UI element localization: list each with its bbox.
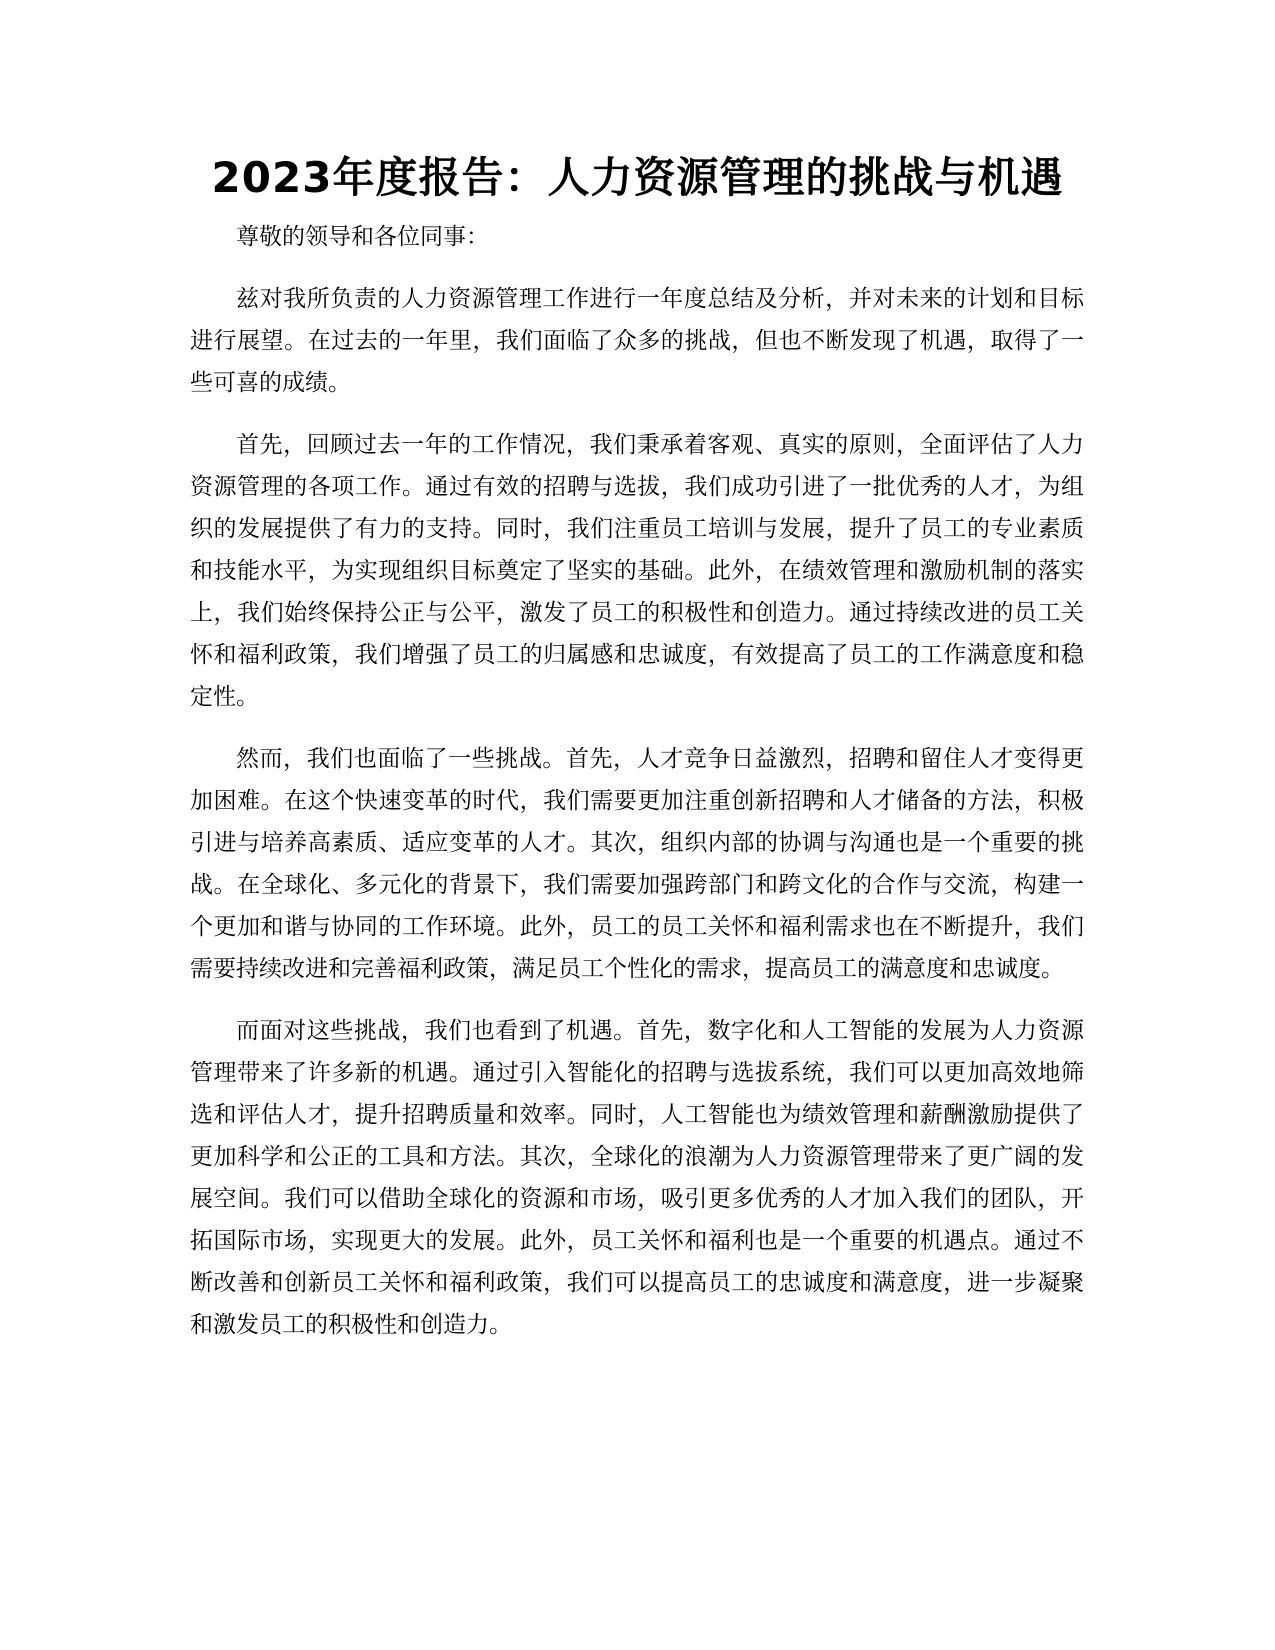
- paragraph-opportunities: 而面对这些挑战，我们也看到了机遇。首先，数字化和人工智能的发展为人力资源管理带来了许多新的机遇。通过引入智能化的招聘与选拔系统，我们可以更加高效地筛选和评估人才，提升招聘质量和效率。同时，人工智能也为绩效管理和薪酬激励提供了更加科学和公正的工具和方法。其次，全球化的浪潮为人力资源管理带来了更广阔的发展空间。我们可以借助全球化的资源和市场，吸引更多优秀的人才加入我们的团队，开拓国际市场，实现更大的发展。此外，员工关怀和福利也是一个重要的机遇点。通过不断改善和创新员工关怀和福利政策，我们可以提高员工的忠诚度和满意度，进一步凝聚和激发员工的积极性和创造力。: [190, 1018, 1084, 1338]
- document-body: [190, 216, 1084, 1366]
- paragraph-intro: 兹对我所负责的人力资源管理工作进行一年度总结及分析，并对未来的计划和目标进行展望。在过去的一年里，我们面临了众多的挑战，但也不断发现了机遇，取得了一些可喜的成绩。: [190, 286, 1084, 396]
- salutation: 尊敬的领导和各位同事：: [236, 224, 489, 250]
- paragraph-challenges: 然而，我们也面临了一些挑战。首先，人才竞争日益激烈，招聘和留住人才变得更加困难。在这个快速变革的时代，我们需要更加注重创新招聘和人才储备的方法，积极引进与培养高素质、适应变革的人才。其次，组织内部的协调与沟通也是一个重要的挑战。在全球化、多元化的背景下，我们需要加强跨部门和跨文化的合作与交流，构建一个更加和谐与协同的工作环境。此外，员工的员工关怀和福利需求也在不断提升，我们需要持续改进和完善福利政策，满足员工个性化的需求，提高员工的满意度和忠诚度。: [190, 746, 1084, 982]
- paragraph-review: 首先，回顾过去一年的工作情况，我们秉承着客观、真实的原则，全面评估了人力资源管理的各项工作。通过有效的招聘与选拔，我们成功引进了一批优秀的人才，为组织的发展提供了有力的支持。同时，我们注重员工培训与发展，提升了员工的专业素质和技能水平，为实现组织目标奠定了坚实的基础。此外，在绩效管理和激励机制的落实上，我们始终保持公正与公平，激发了员工的积极性和创造力。通过持续改进的员工关怀和福利政策，我们增强了员工的归属感和忠诚度，有效提高了员工的工作满意度和稳定性。: [190, 432, 1084, 710]
- document-title: 2023年度报告：人力资源管理的挑战与机遇: [211, 153, 1064, 202]
